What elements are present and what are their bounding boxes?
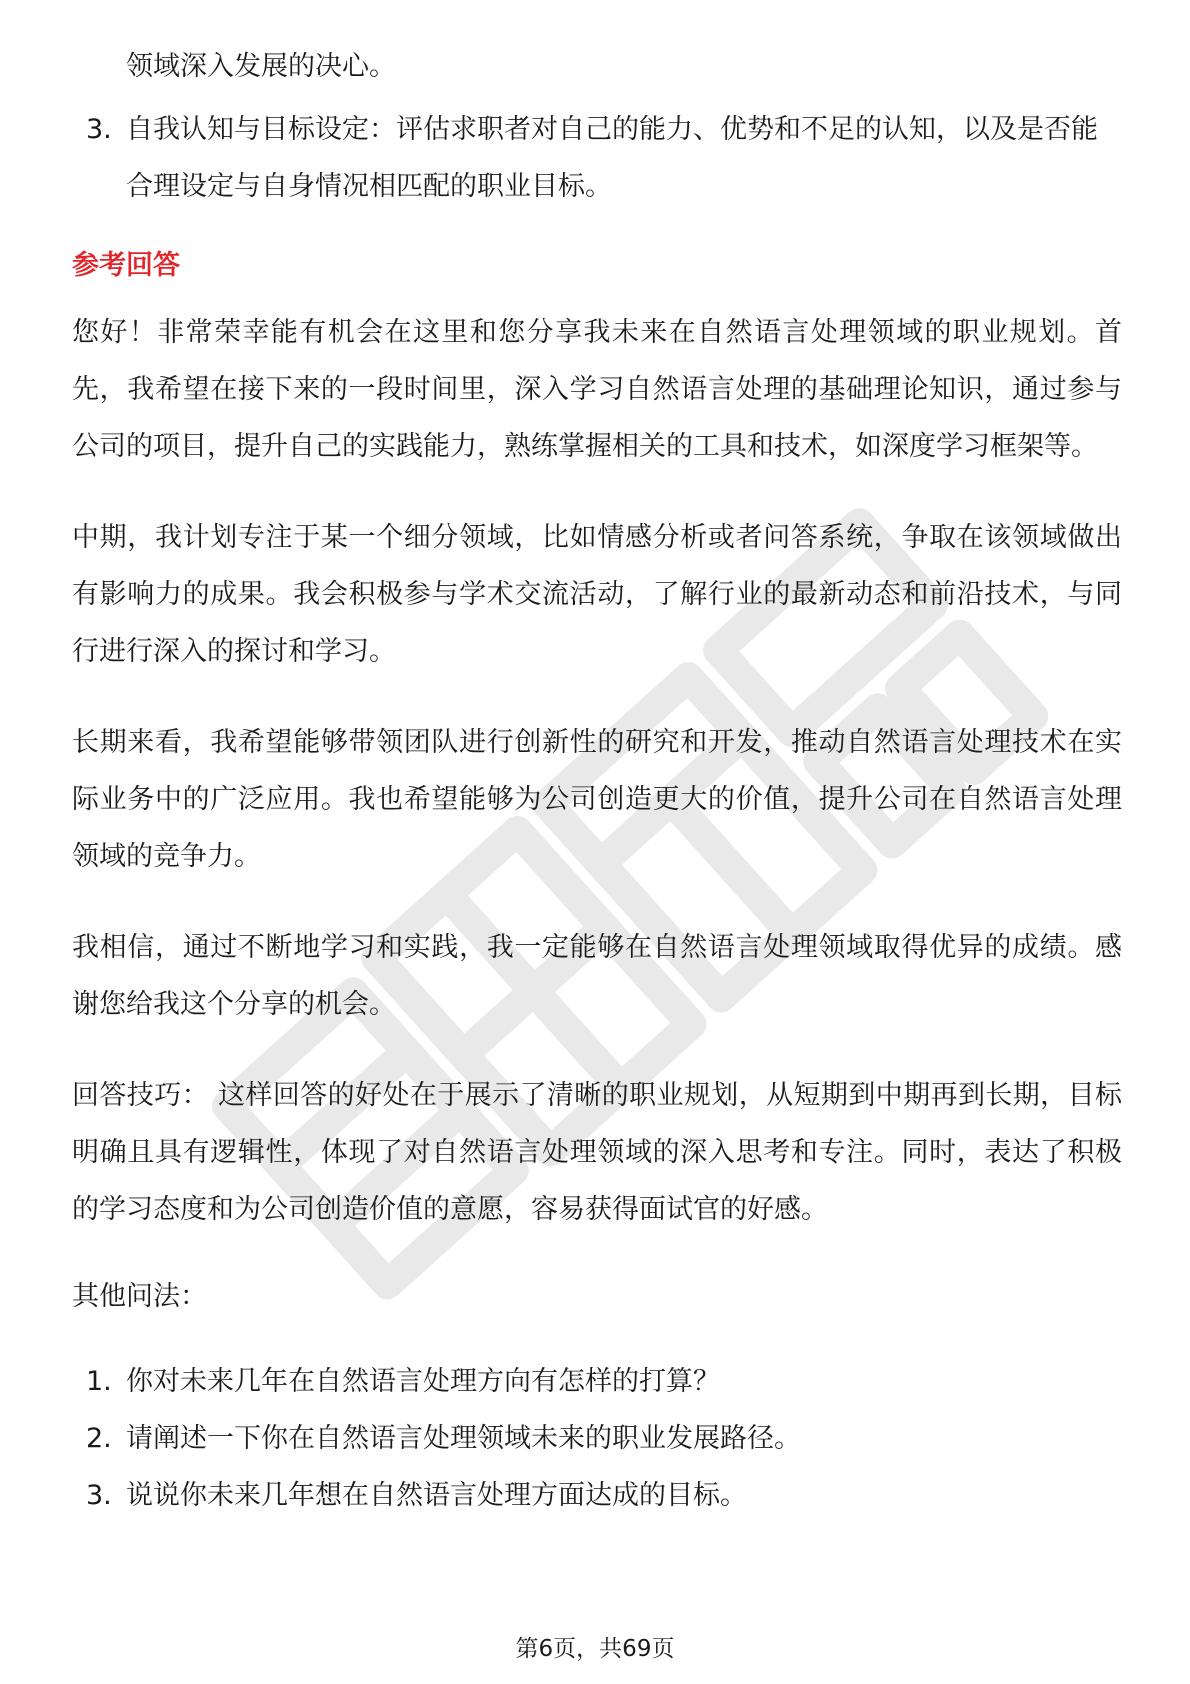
reference-answer-heading: 参考回答 (72, 250, 180, 281)
alternative-question-1 (72, 1353, 1122, 1410)
list-number: 3. (86, 1480, 112, 1511)
list-number: 1. (86, 1366, 112, 1397)
answer-paragraph-1: 您好！非常荣幸能有机会在这里和您分享我未来在自然语言处理领域的职业规划。首先，我希望在接下来的一段时间里，深入学习自然语言处理的基础理论知识，通过参与公司的项目，提升自己的实践能力，熟练掌握相关的工具和技术，如深度学习框架等。 (72, 317, 1122, 462)
alternative-text: 你对未来几年在自然语言处理方向有怎样的打算？ (126, 1366, 720, 1397)
criteria-continuation: 领域深入发展的决心。 (126, 51, 396, 82)
page-content (72, 38, 1122, 1524)
alternative-text: 请阐述一下你在自然语言处理领域未来的职业发展路径。 (126, 1423, 801, 1454)
answer-paragraph-3: 长期来看，我希望能够带领团队进行创新性的研究和开发，推动自然语言处理技术在实际业务中的广泛应用。我也希望能够为公司创造更大的价值，提升公司在自然语言处理领域的竞争力。 (72, 727, 1122, 872)
criteria-item-3 (72, 101, 1122, 215)
list-number: 3. (86, 114, 112, 145)
criteria-text: 自我认知与目标设定：评估求职者对自己的能力、优势和不足的认知，以及是否能合理设定与自身情况相匹配的职业目标。 (126, 114, 1098, 202)
other-questions-heading: 其他问法： (72, 1281, 207, 1312)
answer-tips-paragraph: 回答技巧： 这样回答的好处在于展示了清晰的职业规划，从短期到中期再到长期，目标明确且具有逻辑性，体现了对自然语言处理领域的深入思考和专注。同时，表达了积极的学习态度和为公司创造价值的意愿，容易获得面试官的好感。 (72, 1080, 1122, 1225)
page-footer: 第6页，共69页 (515, 1636, 675, 1662)
answer-paragraph-4: 我相信，通过不断地学习和实践，我一定能够在自然语言处理领域取得优异的成绩。感谢您给我这个分享的机会。 (72, 932, 1122, 1020)
alternative-text: 说说你未来几年想在自然语言处理方面达成的目标。 (126, 1480, 747, 1511)
list-number: 2. (86, 1423, 112, 1454)
answer-paragraph-2: 中期，我计划专注于某一个细分领域，比如情感分析或者问答系统，争取在该领域做出有影响力的成果。我会积极参与学术交流活动，了解行业的最新动态和前沿技术，与同行进行深入的探讨和学习。 (72, 522, 1122, 667)
alternative-question-3 (72, 1467, 1122, 1524)
alternative-question-2 (72, 1410, 1122, 1467)
